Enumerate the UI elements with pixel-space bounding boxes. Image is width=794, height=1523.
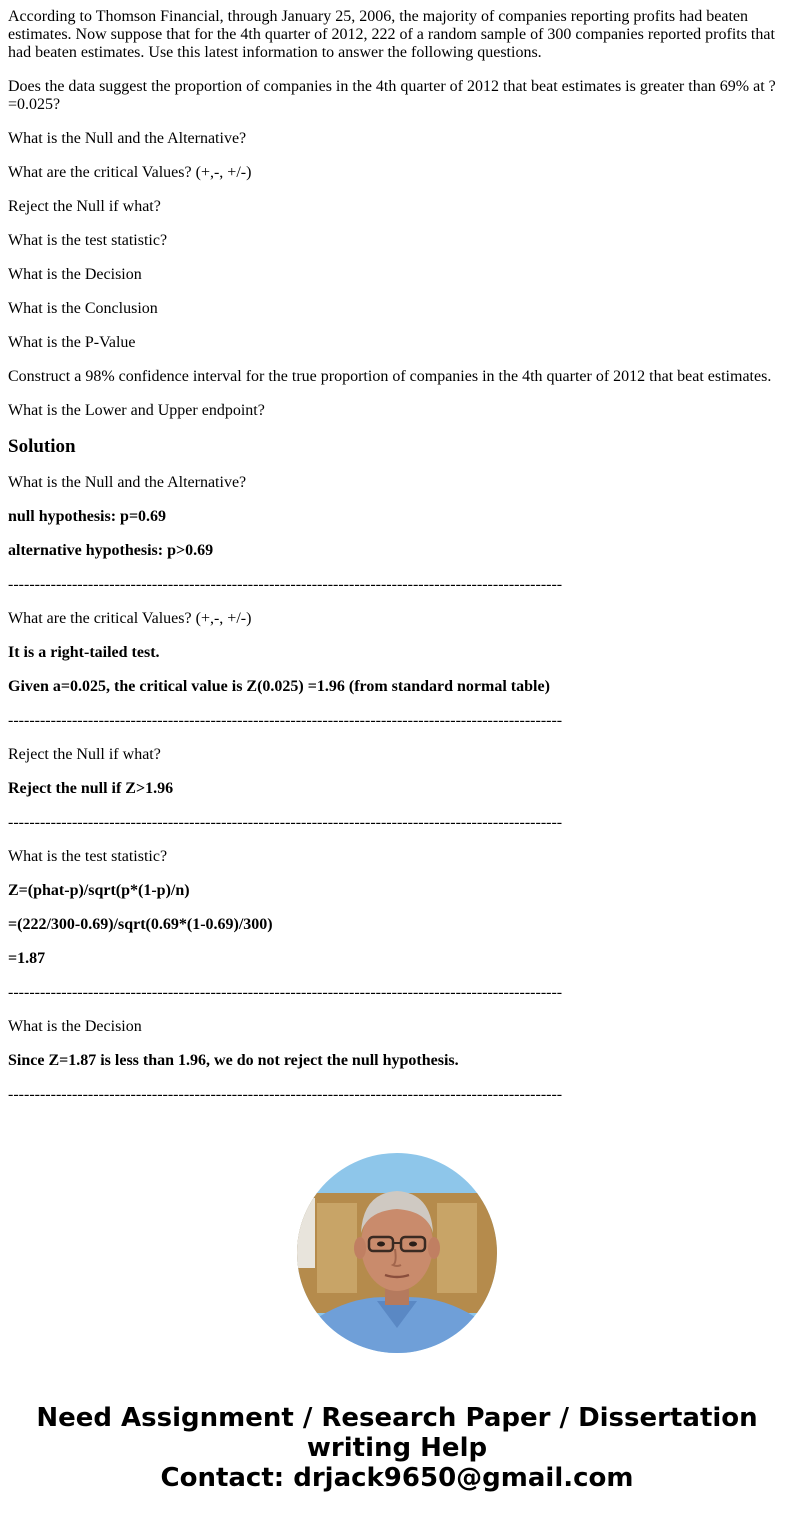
question-item-confidence-interval: Construct a 98% confidence interval for the true proportion of companies in the 4th quarter of 2012 that beat estimates. [8,368,772,385]
solution-decision-answer: Since Z=1.87 is less than 1.96, we do not reject the null hypothesis. [8,1052,459,1069]
solution-decision-question: What is the Decision [8,1018,142,1035]
separator-line: -------------------------------------------------------------------------------------------------------- [8,814,563,831]
question-intro: According to Thomson Financial, through January 25, 2006, the majority of companies reporting profits had beaten estimates. Now suppose that for the 4th quarter of 2012, 222 of a random sample of 300 companies reported profits that had beaten estimates. Use this latest information to answer the following questions. [8,8,775,61]
solution-right-tailed: It is a right-tailed test. [8,644,160,661]
question-item-endpoints: What is the Lower and Upper endpoint? [8,402,265,419]
solution-critical-value: Given a=0.025, the critical value is Z(0.025) =1.96 (from standard normal table) [8,678,550,695]
separator-line: -------------------------------------------------------------------------------------------------------- [8,1086,563,1103]
solution-heading: Solution [8,436,76,457]
solution-test-stat-substitution: =(222/300-0.69)/sqrt(0.69*(1-0.69)/300) [8,916,273,933]
solution-alternative-hypothesis: alternative hypothesis: p>0.69 [8,542,214,559]
question-item-p-value: What is the P-Value [8,334,136,351]
help-banner-line2: writing Help [306,1433,488,1463]
contact-email: Contact: drjack9650@gmail.com [160,1463,634,1493]
question-item-decision: What is the Decision [8,266,142,283]
solution-reject-question: Reject the Null if what? [8,746,161,763]
solution-test-stat-formula: Z=(phat-p)/sqrt(p*(1-p)/n) [8,882,190,899]
tutor-avatar [297,1153,497,1353]
question-item-conclusion: What is the Conclusion [8,300,158,317]
separator-line: -------------------------------------------------------------------------------------------------------- [8,984,563,1001]
question-item-null-alt: What is the Null and the Alternative? [8,130,247,147]
solution-critical-question: What are the critical Values? (+,-, +/-) [8,610,252,627]
tutor-portrait-image [297,1153,497,1353]
question-item-critical: What are the critical Values? (+,-, +/-) [8,164,252,181]
solution-test-stat-question: What is the test statistic? [8,848,168,865]
solution-null-hypothesis: null hypothesis: p=0.69 [8,508,167,525]
separator-line: -------------------------------------------------------------------------------------------------------- [8,712,563,729]
solution-reject-rule: Reject the null if Z>1.96 [8,780,174,797]
solution-null-alt-question: What is the Null and the Alternative? [8,474,247,491]
question-prompt: Does the data suggest the proportion of companies in the 4th quarter of 2012 that beat estimates is greater than 69% at ? =0.025? [8,78,776,113]
separator-line: -------------------------------------------------------------------------------------------------------- [8,576,563,593]
question-item-test-stat: What is the test statistic? [8,232,168,249]
solution-test-stat-value: =1.87 [8,950,46,967]
question-item-reject: Reject the Null if what? [8,198,161,215]
help-banner-line1: Need Assignment / Research Paper / Dissertation [36,1403,758,1433]
help-banner [0,1403,794,1493]
